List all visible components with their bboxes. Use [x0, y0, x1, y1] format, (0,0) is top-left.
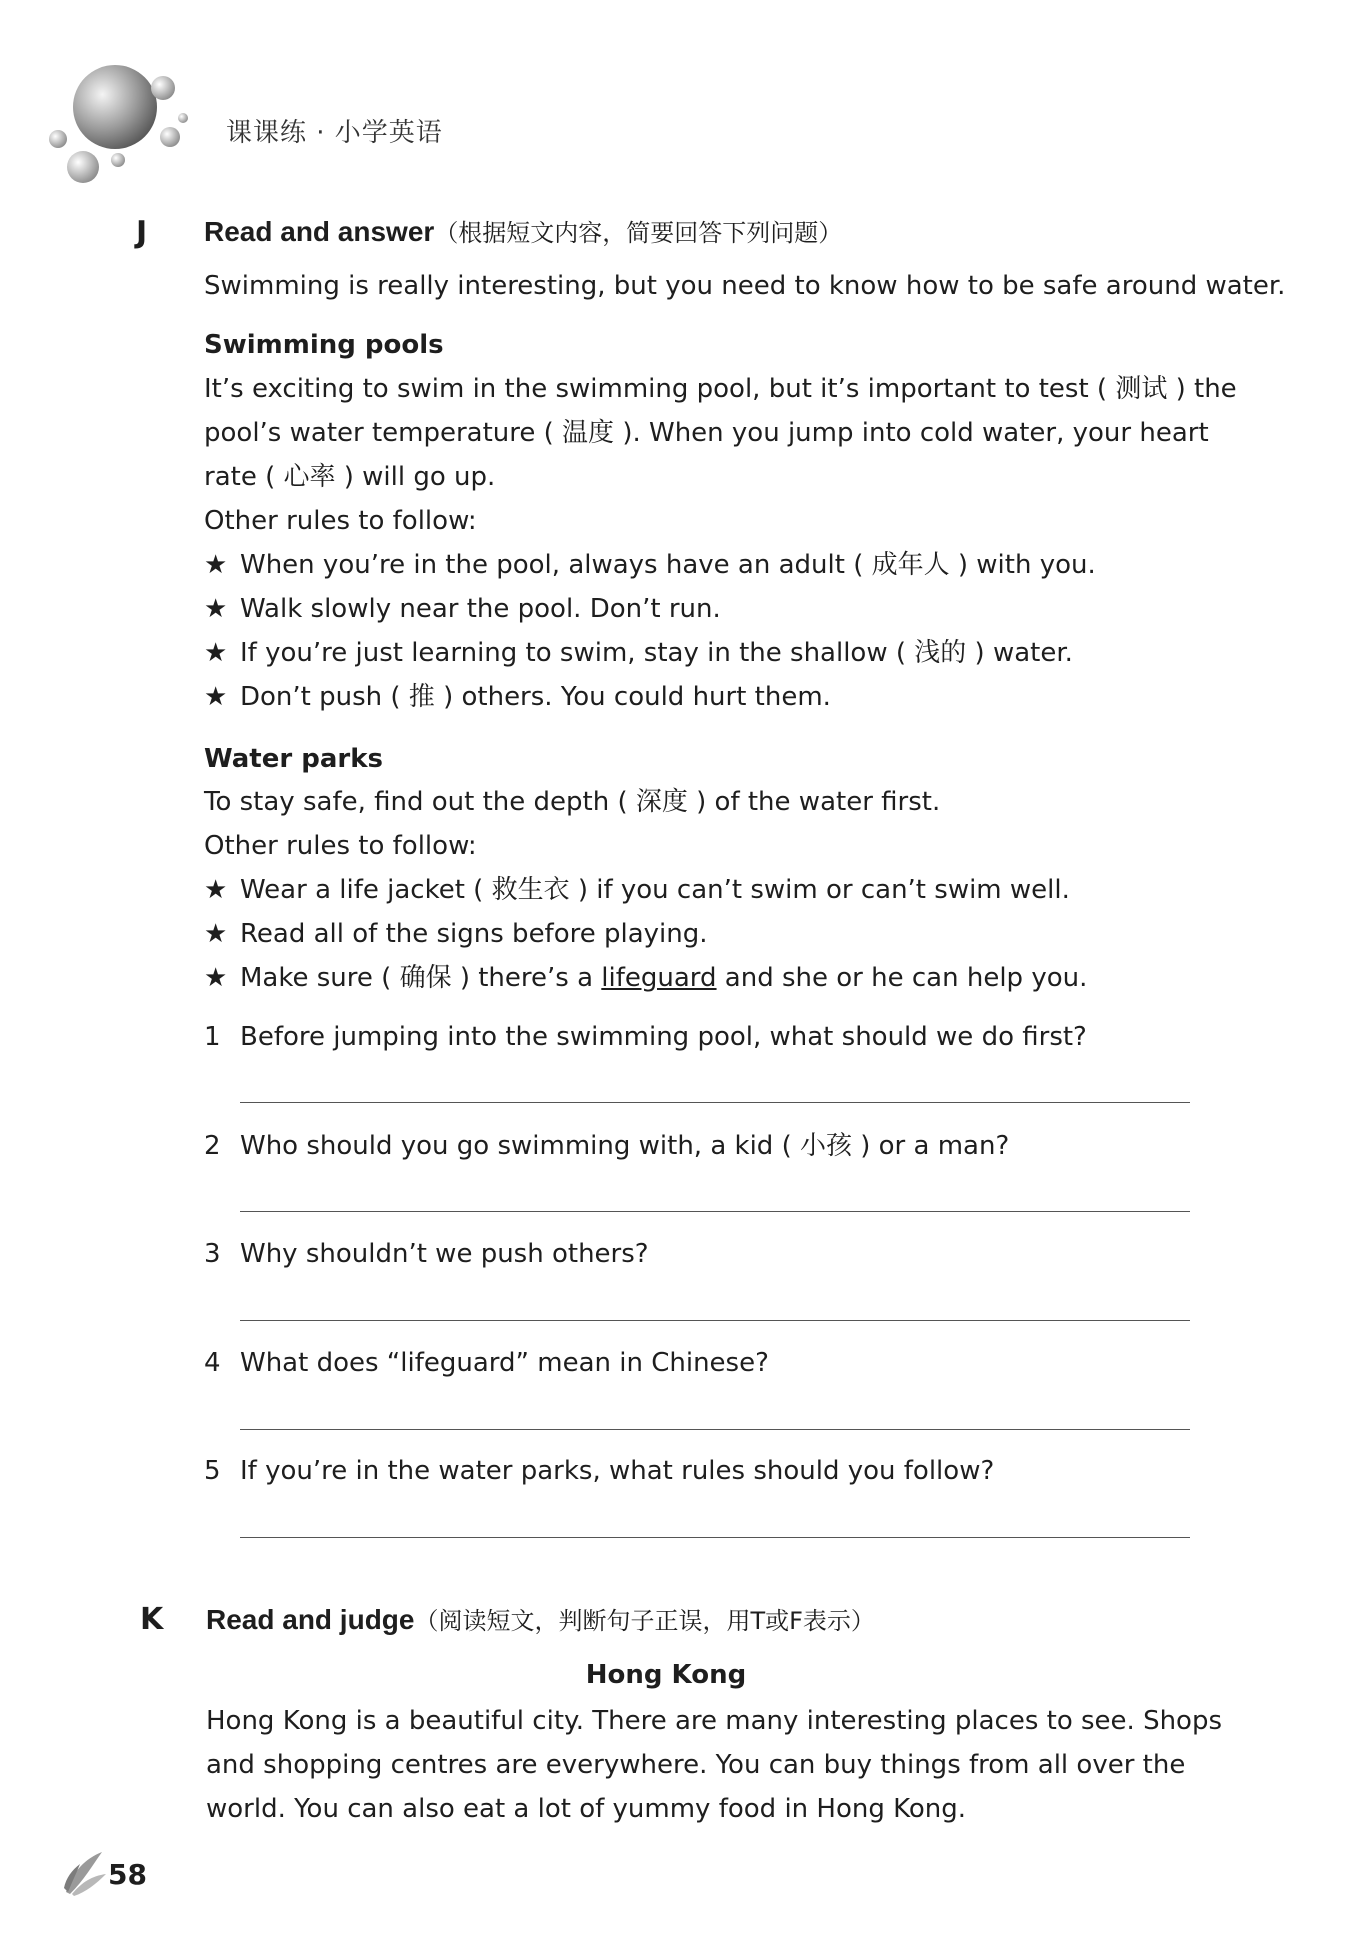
section-j-title: Read and answer	[204, 216, 435, 247]
parks-rule-text: Make sure ( 确保 ) there’s a	[240, 963, 602, 993]
question-item	[204, 1348, 769, 1379]
section-j-instruction: （根据短文内容，简要回答下列问题）	[434, 219, 843, 247]
parks-rule-text: and she or he can help you.	[716, 963, 1088, 993]
section-k-letter: K	[140, 1602, 164, 1637]
section-j-letter: J	[136, 215, 148, 250]
parks-text-line: To stay safe, find out the depth ( 深度 ) of the water first.	[204, 787, 941, 817]
passage-line: Hong Kong is a beautiful city. There are many interesting places to see. Shops	[206, 1706, 1223, 1736]
star-icon: ★	[204, 963, 228, 993]
star-icon: ★	[204, 875, 228, 905]
question-number: 2	[204, 1131, 221, 1161]
parks-rule	[204, 919, 708, 950]
parks-rule-text: Wear a life jacket ( 救生衣 ) if you can’t swim or can’t swim well.	[240, 875, 1070, 905]
passage-line: world. You can also eat a lot of yummy food in Hong Kong.	[206, 1794, 967, 1824]
pools-rule-text: Walk slowly near the pool. Don’t run.	[240, 594, 721, 624]
parks-rule	[204, 875, 1070, 906]
lifeguard-word: lifeguard	[601, 963, 717, 993]
question-text: Why shouldn’t we push others?	[240, 1239, 649, 1269]
pools-rule	[204, 550, 1096, 581]
pools-text-line: pool’s water temperature ( 温度 ). When you jump into cold water, your heart	[204, 418, 1209, 448]
section-k-heading	[206, 1601, 875, 1636]
pools-rule-text: If you’re just learning to swim, stay in the shallow ( 浅的 ) water.	[240, 638, 1073, 668]
leaf-icon	[62, 1848, 108, 1898]
question-item	[204, 1239, 649, 1270]
question-item	[204, 1022, 1087, 1053]
pools-rule-text: When you’re in the pool, always have an adult ( 成年人 ) with you.	[240, 550, 1096, 580]
question-number: 1	[204, 1022, 221, 1052]
parks-text-line: Other rules to follow:	[204, 831, 477, 861]
pools-rule-text: Don’t push ( 推 ) others. You could hurt them.	[240, 682, 831, 712]
answer-blank[interactable]	[240, 1429, 1190, 1430]
parks-heading: Water parks	[204, 744, 383, 774]
passage-title: Hong Kong	[585, 1660, 747, 1690]
bubbles-logo-icon	[40, 55, 200, 195]
star-icon: ★	[204, 550, 228, 580]
page-number: 58	[108, 1858, 147, 1891]
star-icon: ★	[204, 919, 228, 949]
question-number: 5	[204, 1456, 221, 1486]
passage-line: and shopping centres are everywhere. You can buy things from all over the	[206, 1750, 1186, 1780]
question-item	[204, 1456, 994, 1487]
question-text: What does “lifeguard” mean in Chinese?	[240, 1348, 769, 1378]
section-k-title: Read and judge	[206, 1604, 415, 1635]
question-text: Before jumping into the swimming pool, what should we do first?	[240, 1022, 1087, 1052]
question-number: 3	[204, 1239, 221, 1269]
book-title: 课课练 · 小学英语	[226, 118, 443, 148]
answer-blank[interactable]	[240, 1320, 1190, 1321]
pools-rule	[204, 682, 831, 713]
pools-rule	[204, 638, 1073, 669]
question-number: 4	[204, 1348, 221, 1378]
question-text: Who should you go swimming with, a kid ( 小孩 ) or a man?	[240, 1131, 1010, 1161]
pools-text-line: It’s exciting to swim in the swimming pool, but it’s important to test ( 测试 ) the	[204, 374, 1237, 404]
pools-rule	[204, 594, 721, 625]
question-item	[204, 1131, 1009, 1162]
pools-text-line: rate ( 心率 ) will go up.	[204, 462, 496, 492]
star-icon: ★	[204, 682, 228, 712]
answer-blank[interactable]	[240, 1102, 1190, 1103]
pools-text-line: Other rules to follow:	[204, 506, 477, 536]
star-icon: ★	[204, 594, 228, 624]
intro-text: Swimming is really interesting, but you need to know how to be safe around water.	[204, 271, 1286, 301]
answer-blank[interactable]	[240, 1537, 1190, 1538]
answer-blank[interactable]	[240, 1211, 1190, 1212]
pools-heading: Swimming pools	[204, 330, 444, 360]
star-icon: ★	[204, 638, 228, 668]
question-text: If you’re in the water parks, what rules should you follow?	[240, 1456, 995, 1486]
parks-rule-text: Read all of the signs before playing.	[240, 919, 708, 949]
section-k-instruction: （阅读短文，判断句子正误，用T或F表示）	[414, 1607, 875, 1635]
parks-rule	[204, 963, 1087, 994]
section-j-heading	[204, 213, 842, 248]
